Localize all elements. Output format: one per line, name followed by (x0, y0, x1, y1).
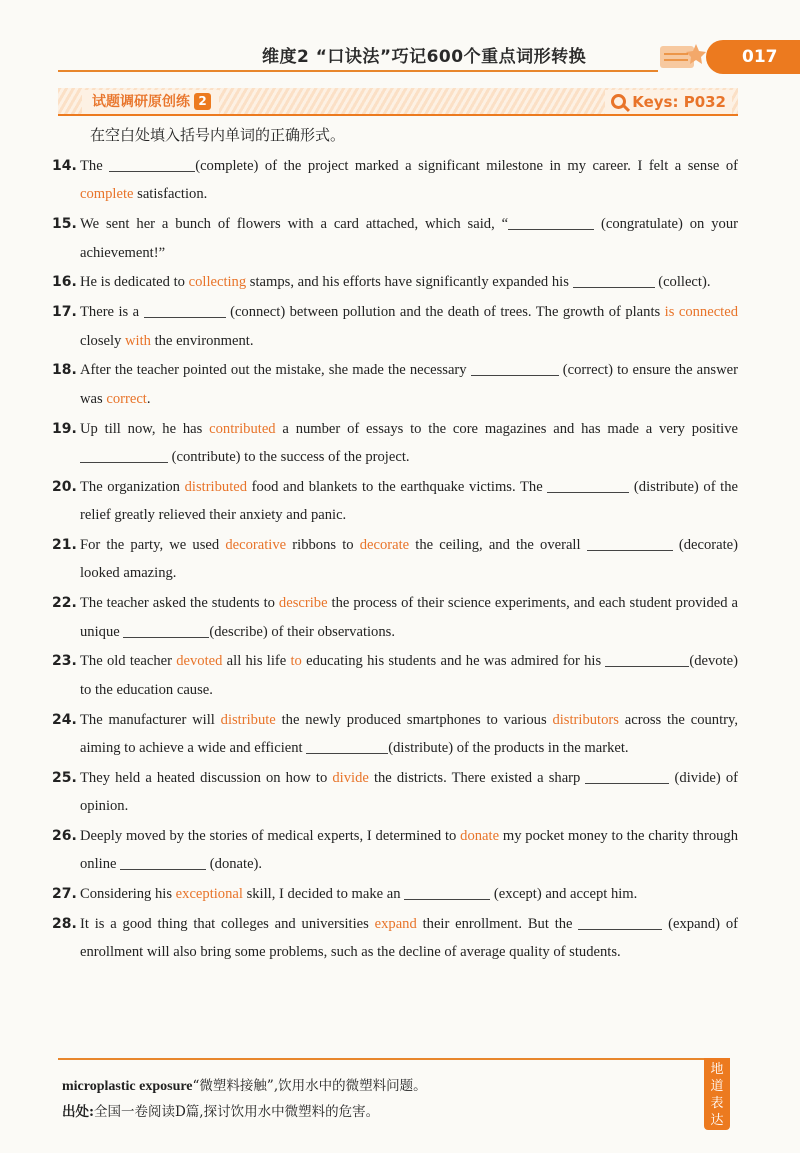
exercise-item (52, 910, 738, 967)
exercise-item (52, 880, 738, 908)
item-text: my pocket money to the charity through online (80, 828, 739, 873)
answer-blank[interactable] (508, 214, 594, 230)
item-text: food and blankets to the earthquake victims. The (247, 478, 548, 495)
item-text: the newly produced smartphones to various (275, 711, 553, 728)
footer-term-gloss: “微塑料接触”,饮用水中的微塑料问题。 (192, 1078, 427, 1094)
item-number: 22. (52, 595, 77, 612)
highlighted-word: to (290, 653, 302, 670)
item-text: educating his students and he was admired for his (301, 653, 606, 670)
highlighted-word: contributed (209, 420, 276, 437)
answer-blank[interactable] (109, 156, 195, 172)
item-text: stamps, and his efforts have significantly expanded his (246, 274, 573, 291)
item-number: 24. (52, 711, 77, 728)
item-text: The old teacher (80, 653, 177, 670)
item-text: all his life (222, 653, 291, 670)
item-number: 21. (52, 537, 77, 554)
item-text: . (146, 390, 151, 407)
highlighted-word: devoted (176, 653, 223, 670)
item-number: 18. (52, 362, 77, 379)
highlighted-word: exceptional (175, 886, 243, 903)
highlighted-word: decorate (359, 537, 410, 554)
item-text: ribbons to (286, 537, 360, 554)
item-text: After the teacher pointed out the mistake, she made the necessary (80, 362, 471, 379)
highlighted-word: distribute (220, 711, 276, 728)
highlighted-word: expand (374, 916, 417, 933)
highlighted-word: collecting (188, 274, 247, 291)
answer-blank[interactable] (585, 768, 669, 784)
answer-blank[interactable] (144, 302, 226, 318)
item-number: 17. (52, 304, 77, 321)
item-text: (collect). (654, 274, 711, 291)
item-text: (congratulate) on your achievement!” (80, 216, 738, 261)
item-text: He is dedicated to (80, 274, 189, 291)
item-text: skill, I decided to make an (242, 886, 405, 903)
section-bar (58, 88, 738, 116)
item-number: 27. (52, 886, 77, 903)
highlighted-word: distributors (552, 711, 619, 728)
item-text: satisfaction. (133, 186, 208, 203)
item-number: 25. (52, 769, 77, 786)
item-text: the process of their science experiments, and each student provided a unique (80, 595, 738, 640)
answer-blank[interactable] (306, 738, 388, 754)
footer-term-line (62, 1074, 427, 1095)
highlighted-word: distributed (184, 478, 248, 495)
answer-blank[interactable] (605, 651, 689, 667)
item-text: (decorate) looked amazing. (80, 537, 738, 582)
highlighted-word: is connected (664, 304, 739, 321)
header-divider (58, 70, 658, 72)
footer-source-line (62, 1100, 379, 1120)
item-text: (distribute) of the relief greatly relieved their anxiety and panic. (80, 478, 738, 524)
item-text: a number of essays to the core magazines and has made a very positive (275, 420, 738, 437)
magnifier-icon (611, 94, 626, 109)
item-text: Considering his (80, 886, 176, 903)
answer-blank[interactable] (547, 477, 629, 493)
item-text: the ceiling, and the overall (409, 537, 587, 554)
item-text: They held a heated discussion on how to (80, 769, 333, 786)
item-text: (expand) of enrollment will also bring some problems, such as the decline of average quality of students. (80, 916, 738, 961)
answer-blank[interactable] (587, 535, 673, 551)
answer-blank[interactable] (123, 622, 209, 638)
exercise-item (52, 473, 738, 530)
item-number: 15. (52, 216, 77, 233)
item-text: (except) and accept him. (490, 886, 638, 903)
answer-blank[interactable] (120, 854, 206, 870)
item-text: Deeply moved by the stories of medical experts, I determined to (80, 828, 461, 845)
item-text: Up till now, he has (80, 420, 210, 437)
item-number: 19. (52, 420, 77, 437)
footer-term: microplastic exposure (62, 1079, 193, 1094)
answer-blank[interactable] (471, 360, 559, 376)
side-tab-char: 达 (710, 1113, 724, 1128)
exercise-item (52, 531, 738, 588)
item-text: We sent her a bunch of flowers with a card attached, which said, “ (80, 216, 509, 233)
exercise-item (52, 356, 738, 413)
side-tab-char: 地 (710, 1062, 724, 1077)
highlighted-word: with (125, 332, 151, 349)
exercise-item (52, 268, 738, 296)
item-text: across the country, aiming to achieve a wide and efficient (80, 711, 738, 757)
item-text: The organization (80, 478, 185, 495)
item-number: 28. (52, 916, 77, 933)
exercise-instruction: 在空白处填入括号内单词的正确形式。 (90, 126, 346, 144)
item-text: closely (80, 332, 125, 349)
side-tab-char: 道 (710, 1079, 724, 1094)
side-tab-char: 表 (710, 1096, 724, 1111)
page-number: 017 (706, 40, 800, 74)
answer-blank[interactable] (80, 447, 168, 463)
exercise-item (52, 152, 738, 209)
item-text: (describe) of their observations. (209, 623, 395, 640)
item-number: 26. (52, 828, 77, 845)
section-number-badge: 2 (194, 93, 211, 110)
highlighted-word: decorative (225, 537, 287, 554)
item-text: the environment. (150, 332, 254, 349)
item-text: (connect) between pollution and the death of trees. The growth of plants (225, 304, 665, 321)
footer-source-label: 出处: (62, 1104, 94, 1120)
item-text: It is a good thing that colleges and universities (80, 916, 375, 933)
item-text: (correct) to ensure the answer was (80, 362, 738, 407)
highlighted-word: complete (80, 186, 134, 203)
exercise-item (52, 764, 738, 821)
item-text: their enrollment. But the (416, 916, 579, 933)
answer-blank[interactable] (578, 914, 662, 930)
highlighted-word: divide (332, 769, 369, 786)
item-number: 14. (52, 158, 77, 174)
item-text: (contribute) to the success of the project. (168, 449, 410, 466)
footer-source-text: 全国一卷阅读D篇,探讨饮用水中微塑料的危害。 (93, 1104, 380, 1120)
item-text: the districts. There existed a sharp (368, 769, 586, 786)
item-number: 23. (52, 653, 77, 670)
item-text: (distribute) of the products in the market. (388, 740, 629, 757)
exercise-item (52, 589, 738, 646)
exercise-item (52, 298, 738, 355)
exercise-list (52, 152, 738, 968)
item-text: (devote) to the education cause. (80, 653, 738, 698)
item-text: (complete) of the project marked a significant milestone in my career. I felt a sense of (195, 158, 739, 174)
section-title (82, 90, 219, 114)
item-text: For the party, we used (80, 537, 226, 554)
item-text: The manufacturer will (80, 711, 221, 728)
highlighted-word: correct (106, 390, 147, 407)
item-text: (donate). (206, 856, 263, 873)
footer-divider (58, 1058, 730, 1060)
star-mascot-icon (660, 42, 706, 72)
answer-blank[interactable] (404, 884, 490, 900)
answer-blank[interactable] (573, 272, 655, 288)
chapter-title: 维度2 “口诀法”巧记600个重点词形转换 (262, 47, 587, 67)
item-text: The teacher asked the students to (80, 595, 279, 612)
keys-text: Keys: P032 (632, 93, 726, 111)
answer-key-reference (605, 90, 732, 114)
item-text: (divide) of opinion. (80, 769, 739, 815)
side-tab-label (704, 1058, 730, 1130)
exercise-item (52, 647, 738, 704)
item-text: There is a (80, 304, 144, 321)
highlighted-word: describe (278, 595, 328, 612)
exercise-item (52, 210, 738, 267)
page-header (0, 0, 800, 74)
item-number: 20. (52, 478, 77, 495)
item-text: The (80, 158, 110, 174)
exercise-item (52, 415, 738, 472)
exercise-item (52, 706, 738, 763)
highlighted-word: donate (460, 828, 500, 845)
item-number: 16. (52, 274, 77, 291)
exercise-item (52, 822, 738, 879)
section-title-text: 试题调研原创练 (92, 94, 190, 110)
